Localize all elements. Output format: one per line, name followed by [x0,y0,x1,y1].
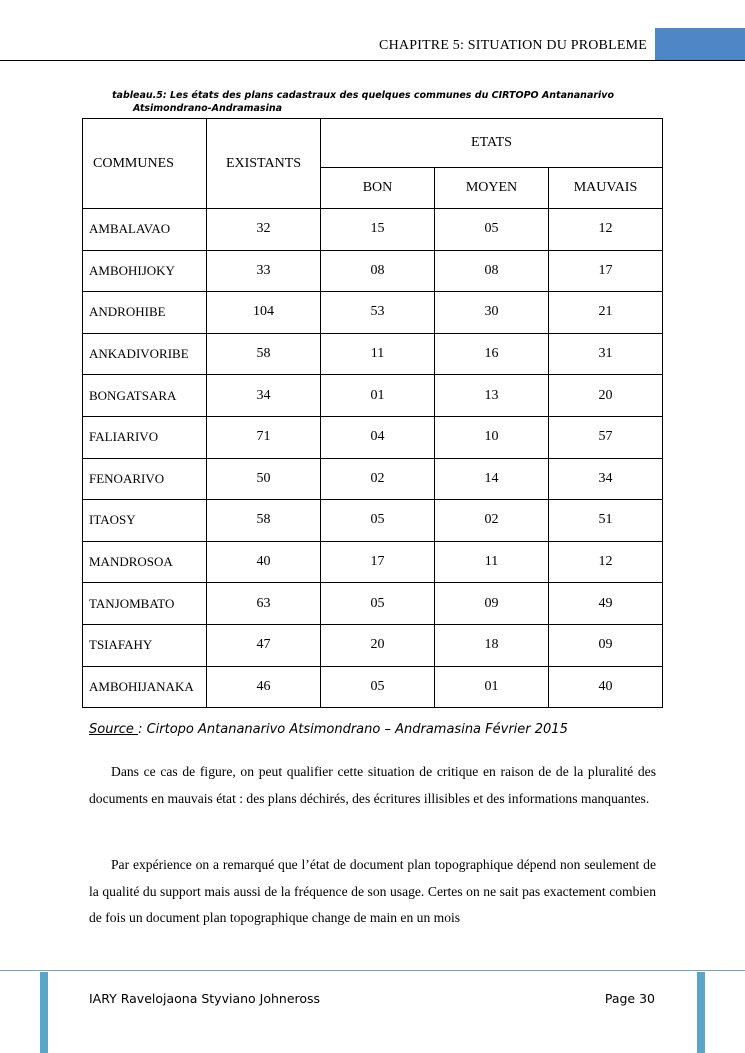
cell-commune: ANKADIVORIBE [83,333,207,375]
table-row [83,250,663,292]
cell-bon: 17 [321,541,435,583]
cell-commune: FALIARIVO [83,416,207,458]
cell-bon: 08 [321,250,435,292]
cadastral-table [82,118,663,708]
cell-commune: ITAOSY [83,500,207,542]
footer-divider [0,970,745,971]
table-row [83,500,663,542]
cell-mauvais: 12 [549,209,663,251]
cell-commune: ANDROHIBE [83,292,207,334]
footer-left-bar [40,972,48,1053]
col-header-moyen: MOYEN [435,168,549,209]
cell-existants: 34 [207,375,321,417]
cell-mauvais: 49 [549,583,663,625]
cell-existants: 104 [207,292,321,334]
source-note [89,722,568,737]
cell-commune: AMBOHIJANAKA [83,666,207,708]
table-row [83,416,663,458]
cell-moyen: 11 [435,541,549,583]
caption-line-2: Atsimondrano-Andramasina [133,103,283,114]
cell-existants: 58 [207,333,321,375]
cell-existants: 40 [207,541,321,583]
chapter-header: CHAPITRE 5: SITUATION DU PROBLEME [379,38,647,53]
col-header-mauvais: MAUVAIS [549,168,663,209]
cell-moyen: 05 [435,209,549,251]
cell-moyen: 09 [435,583,549,625]
cell-mauvais: 34 [549,458,663,500]
cell-moyen: 10 [435,416,549,458]
paragraph-1: Dans ce cas de figure, on peut qualifier cette situation de critique en raison de de la pluralité des documents en mauvais état : des plans déchirés, des écritures illisibles et des informations manquantes. [89,764,656,806]
col-header-communes: COMMUNES [83,119,207,209]
header-divider [0,60,745,61]
cell-existants: 33 [207,250,321,292]
cell-moyen: 14 [435,458,549,500]
cell-existants: 63 [207,583,321,625]
table-row [83,375,663,417]
header-row-1 [83,119,663,168]
cell-bon: 05 [321,666,435,708]
cell-moyen: 08 [435,250,549,292]
cell-existants: 58 [207,500,321,542]
header-accent-box [655,28,745,60]
cell-mauvais: 40 [549,666,663,708]
cell-moyen: 16 [435,333,549,375]
cell-commune: AMBALAVAO [83,209,207,251]
cell-bon: 01 [321,375,435,417]
cell-existants: 32 [207,209,321,251]
table-row [83,666,663,708]
col-header-bon: BON [321,168,435,209]
cell-moyen: 18 [435,624,549,666]
source-label: Source [89,722,139,737]
cell-bon: 04 [321,416,435,458]
table-row [83,583,663,625]
table-row [83,458,663,500]
footer-right-bar [697,972,705,1053]
table-body [83,119,663,708]
col-header-existants: EXISTANTS [207,119,321,209]
cell-moyen: 30 [435,292,549,334]
cell-commune: TANJOMBATO [83,583,207,625]
footer-page-number: Page 30 [604,991,655,1006]
cell-moyen: 13 [435,375,549,417]
cell-commune: BONGATSARA [83,375,207,417]
cell-commune: TSIAFAHY [83,624,207,666]
paragraph-2: Par expérience on a remarqué que l’état de document plan topographique dépend non seulement de la qualité du support mais aussi de la fréquence de son usage. Certes on ne sait pas exactement combien de fois un document plan topographique change de main en un mois [89,857,656,925]
table-row [83,292,663,334]
cell-mauvais: 57 [549,416,663,458]
table-row [83,624,663,666]
cell-bon: 02 [321,458,435,500]
table-row [83,541,663,583]
cell-bon: 15 [321,209,435,251]
table-row [83,333,663,375]
cell-existants: 46 [207,666,321,708]
cell-moyen: 01 [435,666,549,708]
cell-mauvais: 31 [549,333,663,375]
cell-existants: 47 [207,624,321,666]
cell-commune: FENOARIVO [83,458,207,500]
caption-line-1: tableau.5: Les états des plans cadastraux des quelques communes du CIRTOPO Antananarivo [112,90,615,101]
cell-bon: 53 [321,292,435,334]
table-row [83,209,663,251]
cell-moyen: 02 [435,500,549,542]
cell-commune: MANDROSOA [83,541,207,583]
cell-mauvais: 21 [549,292,663,334]
source-text: : Cirtopo Antananarivo Atsimondrano – Andramasina Février 2015 [138,722,568,737]
cell-bon: 05 [321,583,435,625]
cell-commune: AMBOHIJOKY [83,250,207,292]
cell-mauvais: 09 [549,624,663,666]
cell-mauvais: 17 [549,250,663,292]
footer-author: IARY Ravelojaona Styviano Johneross [89,991,321,1006]
table-caption [112,89,656,115]
col-header-etats: ETATS [321,119,663,168]
cell-mauvais: 51 [549,500,663,542]
cell-mauvais: 20 [549,375,663,417]
cell-existants: 71 [207,416,321,458]
cell-mauvais: 12 [549,541,663,583]
cell-bon: 11 [321,333,435,375]
cell-bon: 05 [321,500,435,542]
cell-bon: 20 [321,624,435,666]
cell-existants: 50 [207,458,321,500]
